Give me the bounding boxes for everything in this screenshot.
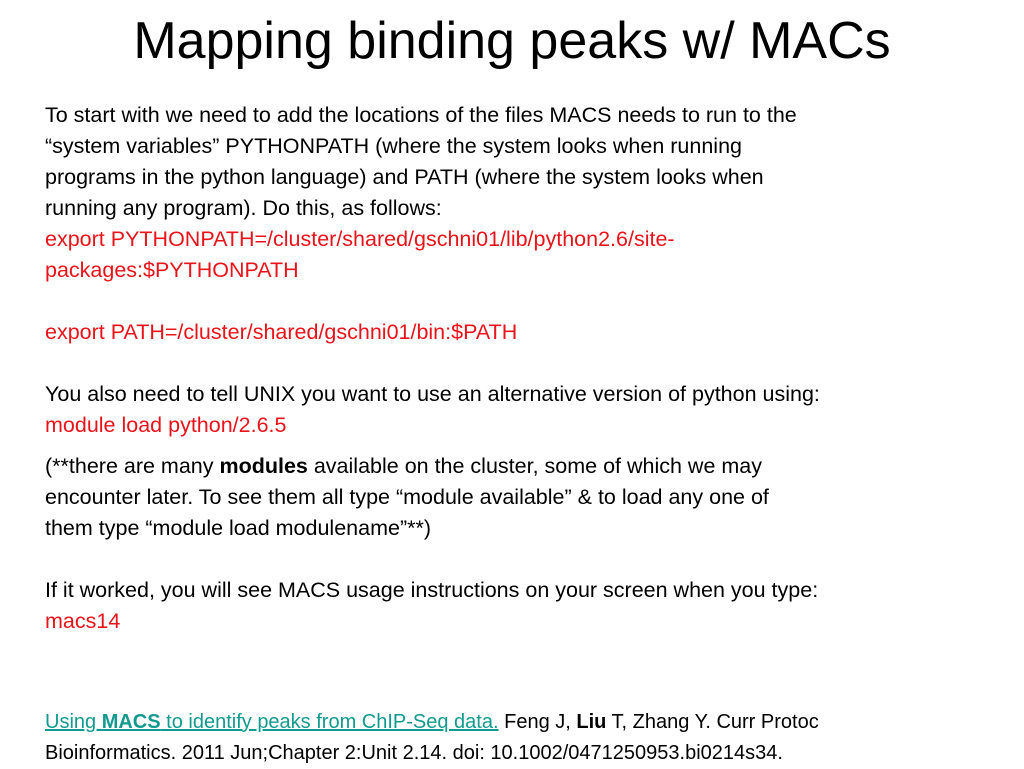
intro-line: To start with we need to add the locations of the files MACS needs to run to the [45, 103, 797, 127]
page-title: Mapping binding peaks w/ MACs [133, 12, 891, 70]
modules-note-rest: available on the cluster, some of which we may [307, 454, 762, 478]
link-text-pre: Using [45, 711, 102, 733]
intro-line: “system variables” PYTHONPATH (where the system looks when running [45, 134, 742, 158]
intro-line: running any program). Do this, as follows: [45, 196, 442, 220]
link-text-post: to identify peaks from ChIP-Seq data. [160, 711, 499, 733]
modules-note-line: them type “module load modulename”**) [45, 516, 432, 540]
citation-line2: Bioinformatics. 2011 Jun;Chapter 2:Unit 2.14. doi: 10.1002/0471250953.bi0214s34. [45, 742, 783, 764]
verify-paragraph: If it worked, you will see MACS usage instructions on your screen when you type: [45, 578, 819, 602]
modules-note-prefix: (**there are many [45, 454, 220, 478]
citation-authors-pre: Feng J, [498, 711, 577, 733]
module-load-command: module load python/2.6.5 [45, 413, 287, 437]
citation-link[interactable] [45, 711, 499, 733]
python-version-paragraph: You also need to tell UNIX you want to use an alternative version of python using: [45, 382, 820, 406]
citation-authors-post: T, Zhang Y. Curr Protoc [606, 711, 819, 733]
modules-bold-word: modules [219, 454, 308, 478]
slide-body [45, 100, 985, 637]
citation [45, 707, 985, 769]
intro-line: programs in the python language) and PATH (where the system looks when [45, 165, 764, 189]
pythonpath-command [45, 224, 985, 286]
modules-note-paragraph [45, 451, 985, 544]
intro-paragraph [45, 100, 985, 224]
macs-command: macs14 [45, 609, 121, 633]
citation-author-bold: Liu [576, 711, 607, 733]
link-text-bold: MACS [101, 711, 161, 733]
modules-note-line: encounter later. To see them all type “module available” & to load any one of [45, 485, 769, 509]
command-line: packages:$PYTHONPATH [45, 258, 299, 282]
command-line: export PYTHONPATH=/cluster/shared/gschni01/lib/python2.6/site- [45, 227, 675, 251]
path-command: export PATH=/cluster/shared/gschni01/bin:$PATH [45, 320, 518, 344]
